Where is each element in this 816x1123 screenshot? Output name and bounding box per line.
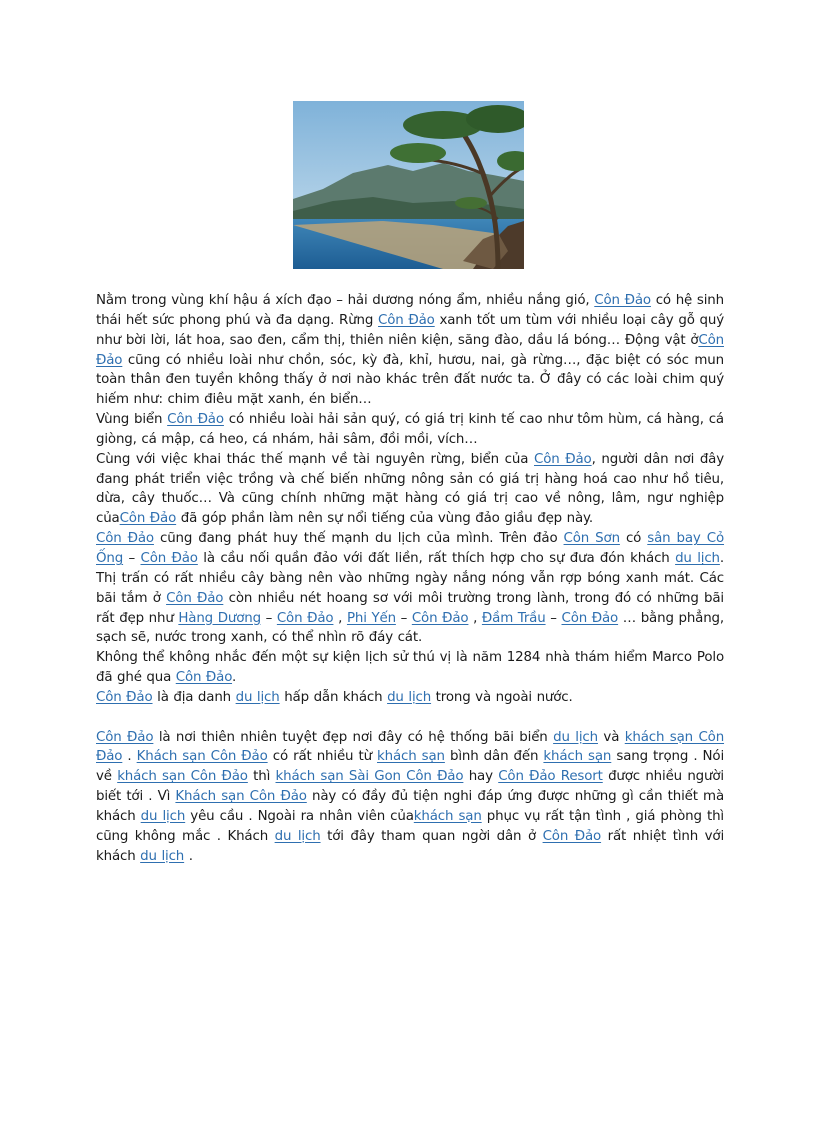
- paragraph-text: cũng có nhiều loài như chồn, sóc, kỳ đà, khỉ, hươu, nai, gà rừng…, đặc biệt có sóc mun toàn thân đen tuyền không thấy ở nơi nào khác trên đất nước ta. Ở đây có các loài chim quý hiếm như: chim điêu mặt xanh, én biển…: [96, 352, 724, 408]
- inline-link[interactable]: Côn Đảo: [119, 511, 177, 527]
- paragraph: [96, 410, 724, 450]
- inline-link[interactable]: Côn Đảo: [411, 610, 469, 626]
- paragraph-text: tới đây tham quan ngời dân ở: [320, 828, 543, 844]
- inline-link[interactable]: du lịch: [235, 689, 280, 705]
- paragraph-text: rất nhiệt tình với khách: [96, 828, 725, 864]
- inline-link[interactable]: khách sạn: [377, 749, 445, 765]
- paragraph-text: –: [395, 610, 412, 626]
- inline-link[interactable]: Côn Đảo: [542, 828, 602, 844]
- paragraph: [96, 291, 724, 410]
- inline-link[interactable]: Côn Đảo: [594, 293, 651, 308]
- paragraph: [96, 728, 724, 867]
- inline-link[interactable]: Côn Đảo: [561, 610, 619, 626]
- paragraph-spacer: [96, 708, 724, 728]
- paragraph-text: –: [123, 550, 141, 566]
- paragraph-text: cũng đang phát huy thế mạnh du lịch của mình. Trên đảo: [153, 531, 564, 547]
- paragraph-text: sang trọng . Nói về: [96, 749, 725, 785]
- inline-link[interactable]: Phi Yến: [346, 610, 396, 626]
- paragraph-text: có: [619, 531, 648, 547]
- inline-link[interactable]: khách sạn: [543, 749, 612, 765]
- inline-link[interactable]: Côn Đảo: [96, 531, 154, 547]
- paragraph-text: được nhiều người biết tới . Vì: [96, 769, 724, 805]
- paragraph-text: Cùng với việc khai thác thế mạnh về tài nguyên rừng, biển của: [96, 451, 534, 467]
- paragraph-text: ,: [468, 610, 482, 626]
- inline-link[interactable]: du lịch: [675, 550, 720, 566]
- paragraph-text: phục vụ rất tận tình , giá phòng thì cũng không mắc . Khách: [96, 808, 724, 844]
- inline-link[interactable]: Côn Đảo: [276, 610, 334, 626]
- paragraph: [96, 529, 724, 648]
- inline-link[interactable]: khách sạn Côn Đảo: [96, 729, 725, 765]
- paragraph-text: Nằm trong vùng khí hậu á xích đạo – hải dương nóng ẩm, nhiều nắng gió,: [96, 293, 595, 308]
- inline-link[interactable]: du lịch: [553, 729, 598, 745]
- paragraph-text: có hệ sinh thái hết sức phong phú và đa dạng. Rừng: [96, 293, 724, 328]
- inline-link[interactable]: khách sạn Sài Gon Côn Đảo: [275, 769, 464, 785]
- paragraph-text: trong và ngoài nước.: [431, 689, 573, 705]
- inline-link[interactable]: Côn Đảo: [140, 550, 198, 566]
- inline-link[interactable]: du lịch: [274, 828, 321, 844]
- paragraph: [96, 688, 724, 708]
- inline-link[interactable]: Côn Đảo: [175, 670, 233, 686]
- inline-link[interactable]: khách sạn Côn Đảo: [117, 769, 248, 785]
- paragraph-text: hấp dẫn khách: [279, 689, 388, 705]
- inline-link[interactable]: Hàng Dương: [178, 610, 261, 626]
- paragraph: [96, 648, 724, 688]
- inline-link[interactable]: Côn Đảo: [167, 412, 224, 428]
- coastline-photo: [293, 101, 524, 269]
- inline-link[interactable]: du lịch: [140, 808, 186, 824]
- paragraph-text: –: [545, 610, 562, 626]
- paragraph-text: .: [232, 670, 237, 686]
- paragraph-text: là nơi thiên nhiên tuyệt đẹp nơi đây có hệ thống bãi biển: [153, 729, 554, 745]
- paragraph-text: , người dân nơi đây đang phát triển việc trồng và chế biến những nông sản có giá trị hàng hoá cao như hồ tiêu, dừa, cây thuốc… Và cũng chính những mặt hàng có giá trị cao về nông, lâm, ngư nghiệp của: [96, 451, 725, 527]
- inline-link[interactable]: khách sạn: [413, 808, 482, 824]
- paragraph-text: là cầu nối quần đảo với đất liền, rất thích hợp cho sự đưa đón khách: [197, 550, 676, 566]
- paragraph-text: bình dân đến: [444, 749, 544, 765]
- paragraph-text: còn nhiều nét hoang sơ với môi trường trong lành, trong đó có những bãi rất đẹp như: [96, 590, 725, 626]
- inline-link[interactable]: Côn Đảo: [96, 729, 154, 745]
- inline-link[interactable]: Khách sạn Côn Đảo: [175, 789, 307, 805]
- paragraph-text: .: [184, 848, 193, 864]
- inline-link[interactable]: Côn Đảo: [166, 590, 224, 606]
- article-body: [96, 291, 724, 866]
- paragraph-text: yêu cầu . Ngoài ra nhân viên của: [185, 808, 414, 824]
- inline-link[interactable]: Côn Sơn: [563, 531, 620, 547]
- inline-link[interactable]: du lịch: [387, 689, 432, 705]
- paragraph: [96, 450, 724, 529]
- paragraph-text: .: [122, 749, 137, 765]
- inline-link[interactable]: Côn Đảo: [96, 332, 724, 368]
- inline-link[interactable]: Khách sạn Côn Đảo: [136, 749, 268, 765]
- paragraph-text: hay: [463, 769, 499, 785]
- coastline-photo-graphic: [293, 101, 524, 269]
- paragraph-text: Không thể không nhắc đến một sự kiện lịch sử thú vị là năm 1284 nhà thám hiểm Marco Polo đã ghé qua: [96, 650, 724, 686]
- paragraph-text: –: [260, 610, 277, 626]
- inline-link[interactable]: du lịch: [140, 848, 185, 864]
- paragraph-text: và: [597, 729, 625, 745]
- paragraph-text: ,: [333, 610, 347, 626]
- paragraph-text: Vùng biển: [96, 412, 168, 428]
- paragraph-text: xanh tốt um tùm với nhiều loại cây gỗ quý như bời lời, lát hoa, sao đen, cẩm thị, thiên niên kiện, săng đào, dầu lá bóng… Động vật ở: [96, 312, 724, 348]
- paragraph-text: có rất nhiều từ: [267, 749, 378, 765]
- inline-link[interactable]: Côn Đảo: [534, 451, 592, 467]
- inline-link[interactable]: Đầm Trầu: [481, 610, 546, 626]
- inline-link[interactable]: Côn Đảo Resort: [498, 769, 603, 785]
- inline-link[interactable]: Côn Đảo: [378, 312, 435, 328]
- inline-link[interactable]: sân bay Cỏ Ống: [96, 531, 725, 566]
- inline-link[interactable]: Côn Đảo: [96, 689, 153, 705]
- paragraph-text: này có đầy đủ tiện nghi đáp ứng được những gì cần thiết mà khách: [96, 789, 725, 824]
- paragraph-text: thì: [247, 769, 276, 785]
- paragraph-text: . Thị trấn có rất nhiều cây bàng nên vào những ngày nắng nóng vẫn rợp bóng xanh mát. Các bãi tắm ở: [96, 550, 724, 606]
- paragraph-text: … bằng phẳng, sạch sẽ, nước trong xanh, có thể nhìn rõ đáy cát.: [96, 610, 725, 646]
- paragraph-text: có nhiều loài hải sản quý, có giá trị kinh tế cao như tôm hùm, cá hàng, cá giòng, cá mập, cá heo, cá nhám, hải sâm, đồi mồi, vích…: [96, 412, 724, 447]
- paragraph-text: đã góp phần làm nên sự nổi tiếng của vùng đảo giầu đẹp này.: [176, 511, 593, 527]
- paragraph-text: là địa danh: [152, 689, 236, 705]
